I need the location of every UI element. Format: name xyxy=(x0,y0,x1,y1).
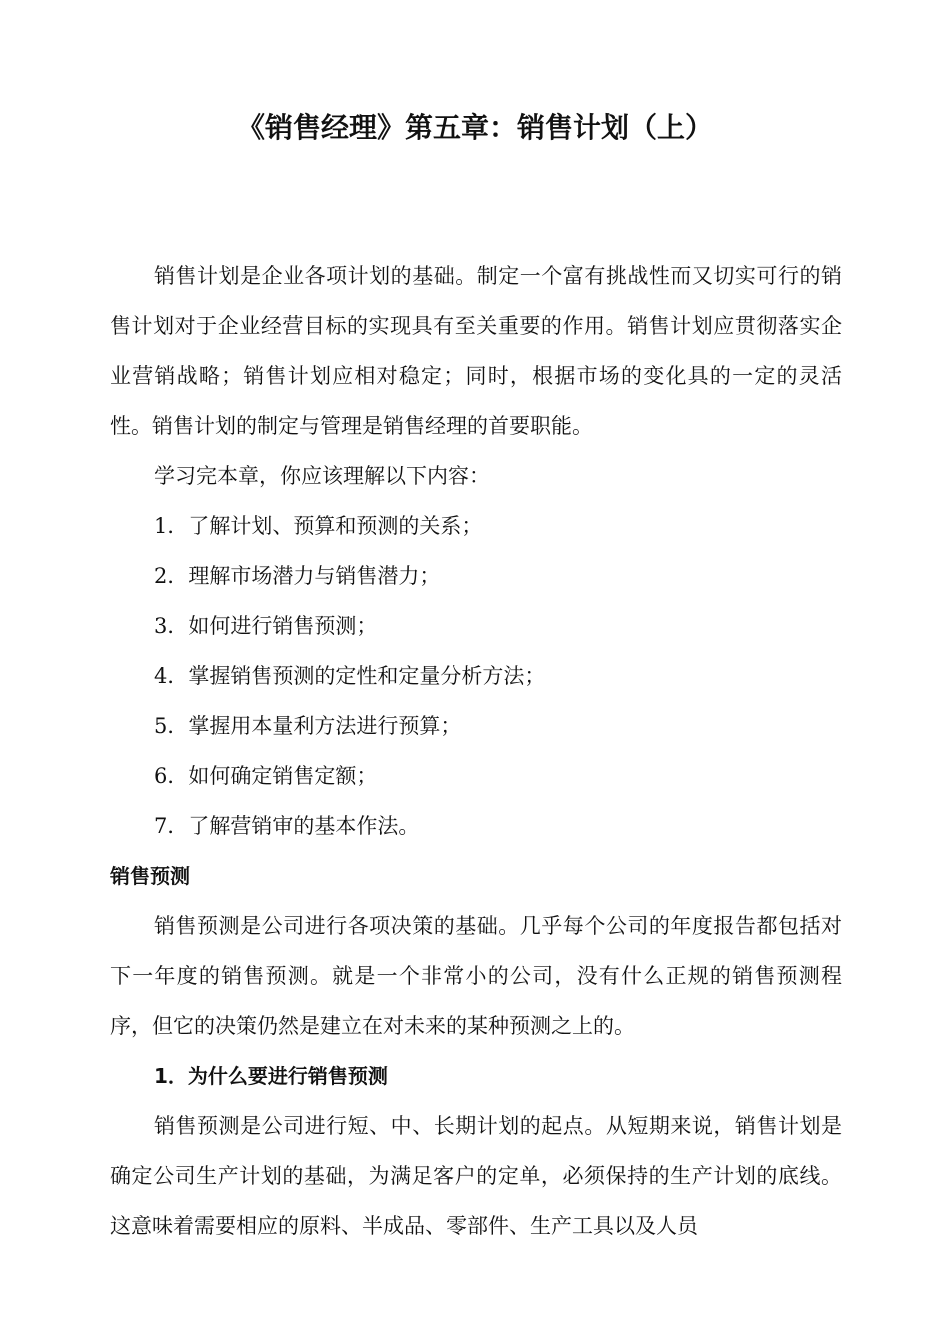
objective-item: 1．了解计划、预算和预测的关系； xyxy=(154,514,483,538)
intro-paragraph: 销售计划是企业各项计划的基础。制定一个富有挑战性而又切实可行的销售计划对于企业经营目标的实现具有至关重要的作用。销售计划应贯彻落实企业营销战略；销售计划应相对稳定；同时，根据市场的变化具的一定的灵活性。销售计划的制定与管理是销售经理的首要职能。 xyxy=(110,264,842,438)
objective-item: 4．掌握销售预测的定性和定量分析方法； xyxy=(154,664,546,688)
objectives-list xyxy=(110,501,842,851)
objective-item: 2．理解市场潜力与销售潜力； xyxy=(154,564,441,588)
section-paragraph: 销售预测是公司进行各项决策的基础。几乎每个公司的年度报告都包括对下一年度的销售预测。就是一个非常小的公司，没有什么正规的销售预测程序，但它的决策仍然是建立在对未来的某种预测之上的。 xyxy=(110,914,842,1038)
objective-item: 7．了解营销审的基本作法。 xyxy=(154,814,420,838)
objective-item: 5．掌握用本量利方法进行预算； xyxy=(154,714,462,738)
document-body xyxy=(110,251,842,1251)
subsection-heading: 1．为什么要进行销售预测 xyxy=(154,1064,388,1088)
objective-item: 3．如何进行销售预测； xyxy=(154,614,378,638)
objectives-intro: 学习完本章，你应该理解以下内容： xyxy=(154,464,490,488)
section-heading: 销售预测 xyxy=(110,864,190,888)
document-title: 《销售经理》第五章：销售计划（上） xyxy=(236,111,713,144)
objective-item: 6．如何确定销售定额； xyxy=(154,764,378,788)
subsection-paragraph: 销售预测是公司进行短、中、长期计划的起点。从短期来说，销售计划是确定公司生产计划的基础，为满足客户的定单，必须保持的生产计划的底线。这意味着需要相应的原料、半成品、零部件、生产工具以及人员 xyxy=(110,1114,842,1238)
